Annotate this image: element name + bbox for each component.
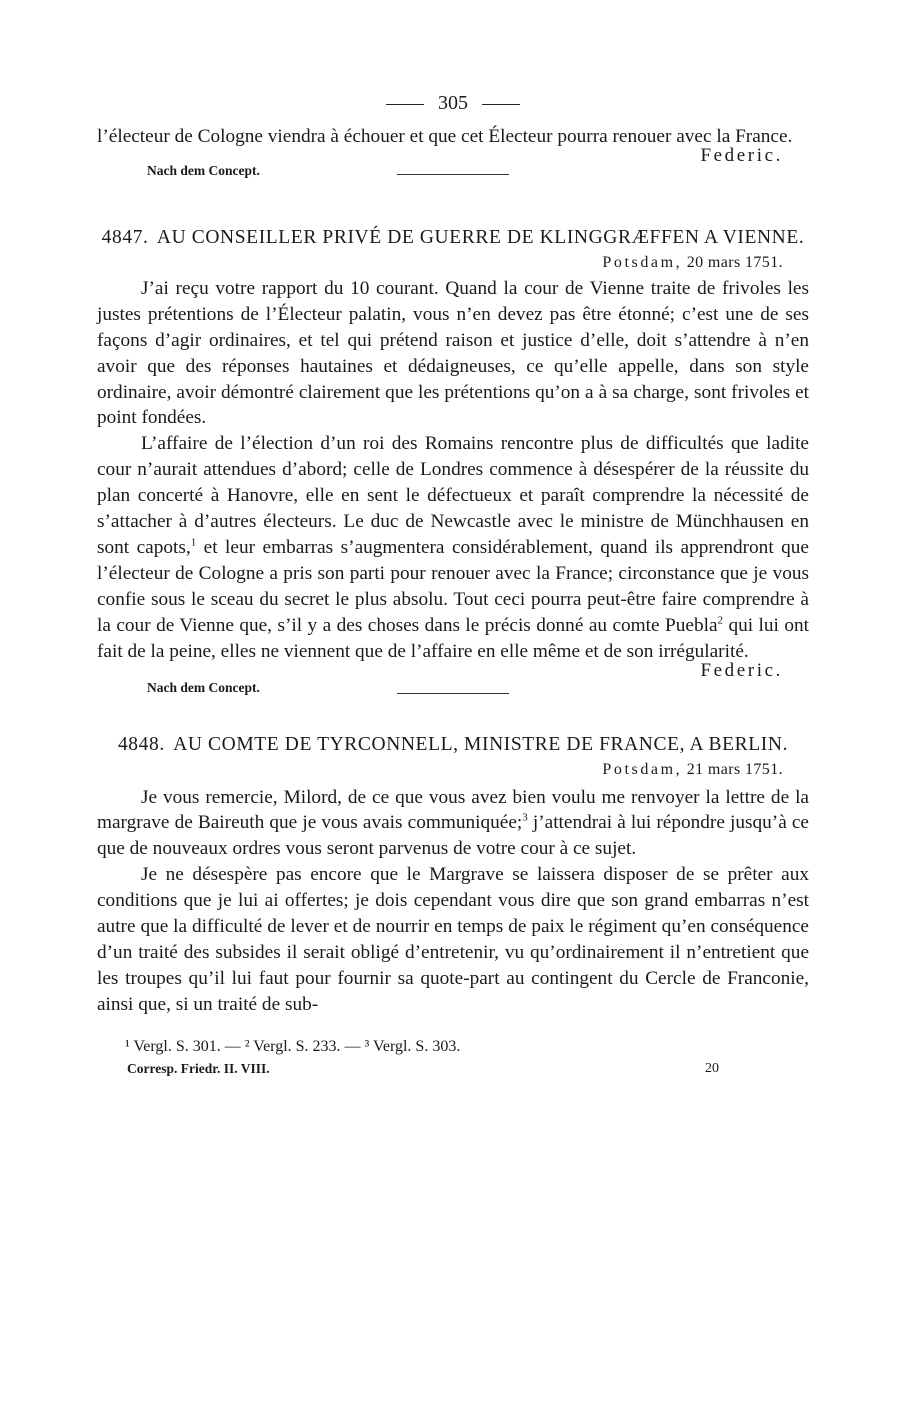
running-footer-title: Corresp. Friedr. II. VIII. [127,1060,270,1076]
signature: Federic. [700,659,783,681]
source-note: Nach dem Concept. [147,679,260,695]
dateline-place: Potsdam, [602,760,683,778]
paragraph-text: qui lui ont fait de la peine, elles ne viennent que de l’affaire en elle même et de son irrégularité. [97,614,809,662]
continuation-text: l’électeur de Cologne viendra à échouer et que cet Électeur pourra renouer avec la France. [97,126,793,147]
signature-mark: 20 [705,1060,719,1076]
page-number-dash-right [482,104,520,105]
footnote-mark: 3 [522,811,528,824]
running-footer [127,1058,809,1080]
letter-number: 4848. [117,733,165,755]
letter-heading [97,732,809,757]
paragraph [97,431,809,664]
page-number-dash-left [386,104,424,105]
letter-number: 4847. [101,226,149,248]
dateline-date: 21 mars 1751. [686,760,783,778]
letter-title: AU COMTE DE TYRCONNELL, MINISTRE DE FRANCE, A BERLIN. [173,733,789,755]
dateline [97,252,809,274]
paragraph: Je ne désespère pas encore que le Margrave se laissera disposer de se prêter aux conditions que je lui ai offertes; je dois cependant vous dire que son grand embarras n’est autre que la difficulté de lever et de nourrir en temps de paix le régiment qu’en conséquence d’un traité des subsides il serait obligé d’entretenir, vu qu’ordinairement il n’entretient que les troupes qu’il lui faut pour fournir sa quote-part au contingent du Cercle de Franconie, ainsi que, si un traité de sub- [97,864,809,1015]
paragraph-text: Je vous remercie, Milord, de ce que vous avez bien voulu me renvoyer la lettre de la margrave de Baireuth que je vous avais communiquée; [97,786,809,834]
dateline [97,759,809,781]
paragraph-text: et leur embarras s’augmentera considérablement, quand ils apprendront que l’électeur de Cologne a pris son parti pour renouer avec la France; circonstance que je vous confie sous le sceau du secret le plus absolu. Tout ceci pourra peut-être faire comprendre à la cour de Vienne que, s’il y a des choses dans le précis donné au comte Puebla [97,536,809,636]
paragraph [97,785,809,863]
dateline-place: Potsdam, [602,253,683,271]
source-note: Nach dem Concept. [147,162,260,178]
paragraph-text: j’attendrai à lui répondre jusqu’à ce que de nouveaux ordres vous seront parvenus de votre cour à ce sujet. [97,812,809,860]
page-number-text: 305 [438,92,468,114]
page-number [97,88,809,118]
signature: Federic. [700,144,783,166]
dateline-date: 20 mars 1751. [686,253,783,271]
footnotes: ¹ Vergl. S. 301. — ² Vergl. S. 233. — ³ Vergl. S. 303. [125,1037,461,1055]
footnote-mark: 2 [717,614,724,627]
paragraph-text: L’affaire de l’élection d’un roi des Romains rencontre plus de difficultés que ladite cour n’aurait attendues d’abord; celle de Londres commence à désespérer de la réussite du plan concerté à Hanovre, elle en sent le défectueux et paraît comprendre la nécessité de s’attacher à d’autres électeurs. Le duc de Newcastle avec le ministre de Münchhausen en sont capots, [97,433,809,558]
letter-title: AU CONSEILLER PRIVÉ DE GUERRE DE KLINGGRÆFFEN A VIENNE. [156,226,805,248]
letter-heading [97,225,809,250]
paragraph: J’ai reçu votre rapport du 10 courant. Quand la cour de Vienne traite de frivoles les justes prétentions de l’Électeur palatin, vous n’en devez pas être étonné; c’est une de ses façons d’agir ordinaires, et tel qui prétend raison et justice d’elle, doit s’attendre à n’en avoir que des réponses hautaines et dédaigneuses, ce qu’elle appelle, dans son style ordinaire, avoir démontré clairement que les prétentions qu’on a à sa charge, sont frivoles et point fondées. [97,277,809,429]
page [97,88,809,1080]
footnote-mark: 1 [190,536,197,549]
